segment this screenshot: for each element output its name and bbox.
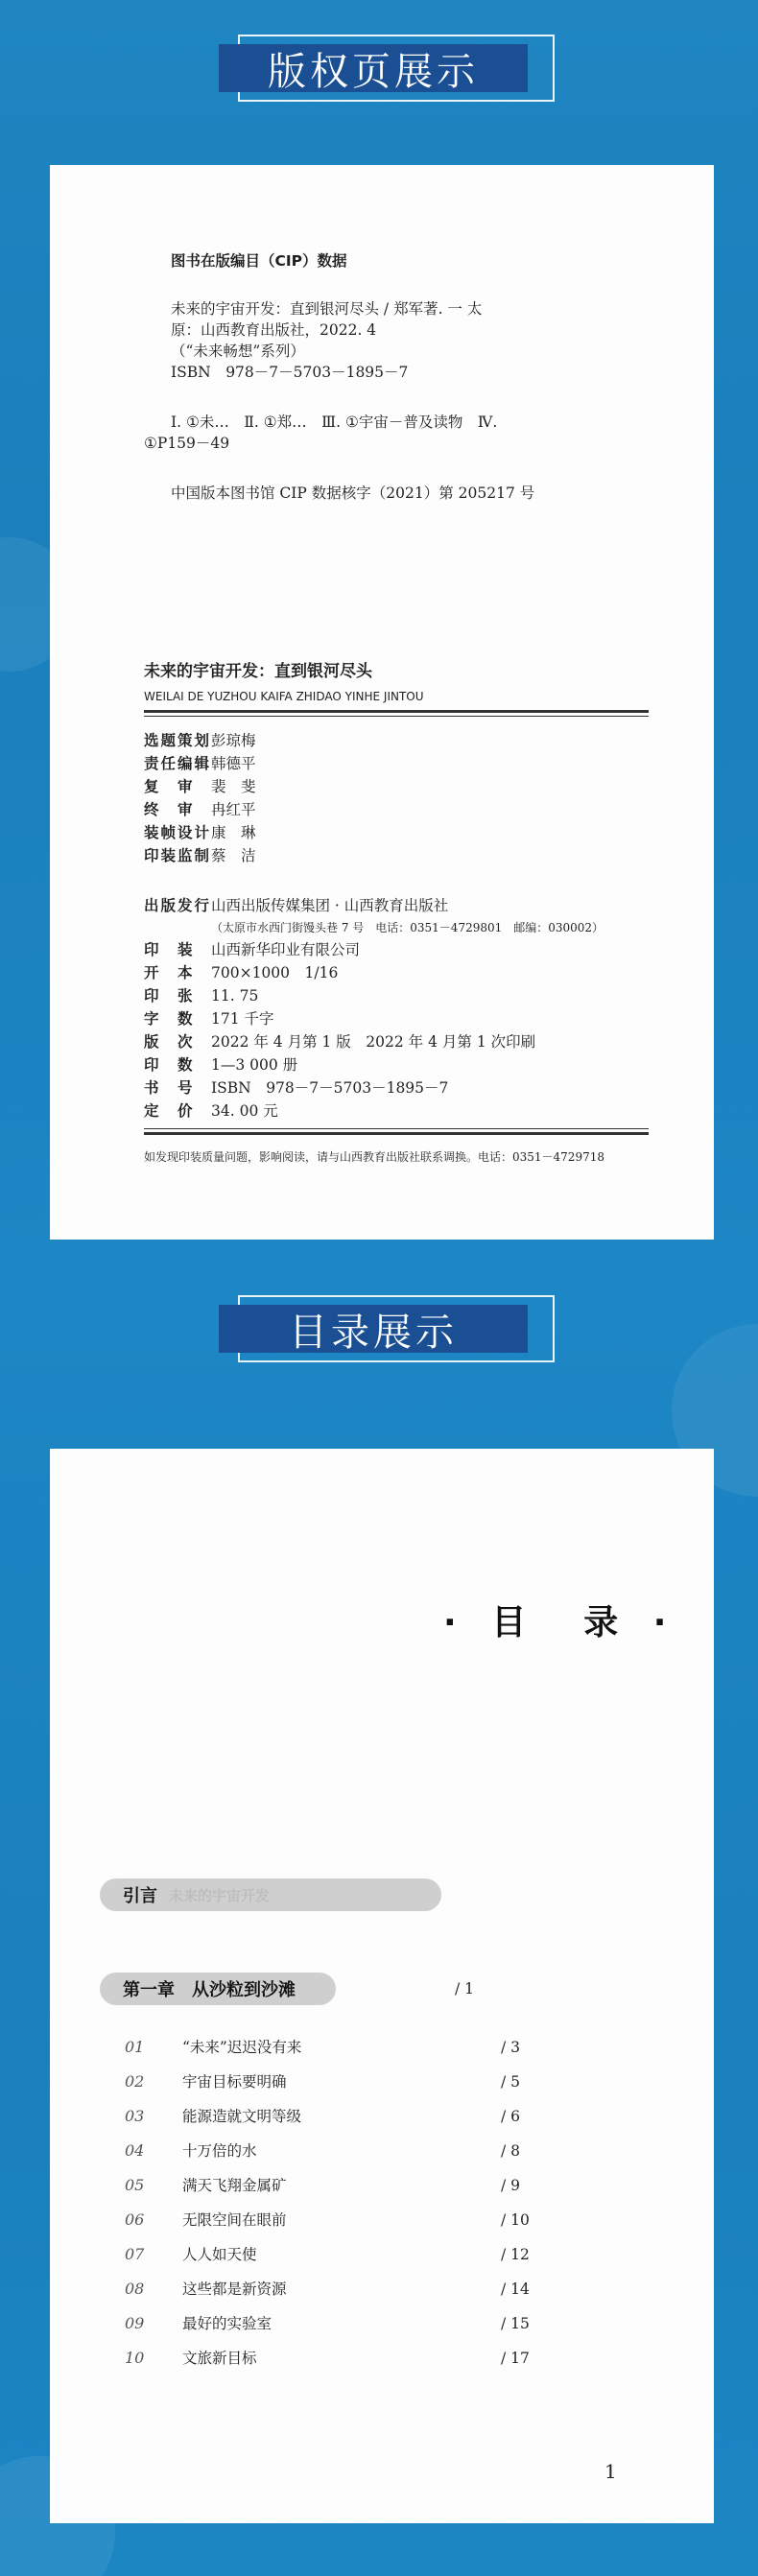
cip-line: ①P159－49 — [144, 435, 230, 452]
intro-label: 引言 — [123, 1886, 157, 1906]
toc-item: 07 人人如天使 / 12 — [125, 2245, 530, 2263]
spec-row: 开 本 700×1000 1/16 — [144, 964, 339, 981]
toc-item: 01 “未来”迟迟没有来 / 3 — [125, 2038, 521, 2056]
toc-item: 09 最好的实验室 / 15 — [125, 2314, 530, 2332]
banner-title: 目录展示 — [219, 1305, 528, 1353]
cip-heading: 图书在版编目（CIP）数据 — [171, 252, 347, 270]
copyright-page — [50, 165, 714, 1240]
banner-title: 版权页展示 — [219, 44, 528, 92]
book-title: 未来的宇宙开发：直到银河尽头 — [144, 662, 372, 681]
staff-row: 责任编辑韩德平 — [144, 755, 256, 772]
toc-page — [50, 1449, 714, 2523]
chapter-label: 第一章 从沙粒到沙滩 — [123, 1980, 296, 2000]
divider — [144, 1132, 649, 1135]
toc-item: 05 满天飞翔金属矿 / 9 — [125, 2176, 521, 2194]
toc-title: · 目 录 · — [443, 1603, 678, 1642]
chapter-heading — [100, 1973, 336, 2005]
spec-row: 版 次 2022 年 4 月第 1 版 2022 年 4 月第 1 次印刷 — [144, 1033, 536, 1051]
cip-line: 中国版本图书馆 CIP 数据核字（2021）第 205217 号 — [171, 484, 535, 502]
staff-row: 装帧设计康 琳 — [144, 824, 256, 841]
toc-item: 02 宇宙目标要明确 / 5 — [125, 2072, 521, 2091]
divider — [144, 1128, 649, 1129]
staff-row: 选题策划彭琼梅 — [144, 732, 256, 749]
spec-row: 书 号 ISBN 978－7－5703－1895－7 — [144, 1079, 449, 1097]
staff-row: 终 审 冉红平 — [144, 801, 256, 818]
publisher-row: 出版发行山西出版传媒集团 · 山西教育出版社 — [144, 897, 449, 914]
divider — [144, 710, 649, 713]
staff-row: 复 审 裴 斐 — [144, 778, 256, 795]
cip-line: Ⅰ. ①未… Ⅱ. ①郑… Ⅲ. ①宇宙－普及读物 Ⅳ. — [171, 414, 498, 431]
toc-section-banner — [219, 1295, 555, 1362]
book-pinyin: WEILAI DE YUZHOU KAIFA ZHIDAO YINHE JINTOU — [144, 690, 424, 703]
cip-line: 未来的宇宙开发：直到银河尽头 / 郑军著. 一 太 — [171, 300, 483, 318]
cip-line: 原：山西教育出版社，2022. 4 — [171, 321, 377, 339]
divider — [144, 716, 649, 717]
cip-line: （“未来畅想”系列） — [171, 343, 305, 360]
publisher-address: （太原市水西门街馒头巷 7 号 电话：0351－4729801 邮编：030002） — [211, 921, 604, 934]
intro-ghost-text: 未来的宇宙开发 — [169, 1886, 271, 1904]
spec-row: 字 数 171 千字 — [144, 1010, 274, 1028]
page-number: 1 — [604, 2460, 617, 2483]
toc-item: 10 文旅新目标 / 17 — [125, 2349, 530, 2367]
toc-item: 06 无限空间在眼前 / 10 — [125, 2210, 530, 2229]
spec-row: 印 数 1—3 000 册 — [144, 1056, 298, 1074]
quality-notice: 如发现印装质量问题，影响阅读，请与山西教育出版社联系调换。电话：0351－4729718 — [144, 1150, 604, 1164]
spec-row: 定 价 34. 00 元 — [144, 1102, 278, 1120]
spec-row: 印 张 11. 75 — [144, 987, 259, 1004]
chapter-page: / 1 — [455, 1980, 475, 1997]
copyright-section-banner — [219, 35, 555, 102]
cip-line: ISBN 978－7－5703－1895－7 — [171, 364, 409, 381]
staff-row: 印装监制蔡 洁 — [144, 847, 256, 864]
toc-item: 04 十万倍的水 / 8 — [125, 2141, 521, 2160]
spec-row: 印 装 山西新华印业有限公司 — [144, 941, 361, 958]
toc-item: 03 能源造就文明等级 / 6 — [125, 2107, 521, 2125]
intro-heading — [100, 1879, 441, 1911]
toc-item: 08 这些都是新资源 / 14 — [125, 2280, 530, 2298]
